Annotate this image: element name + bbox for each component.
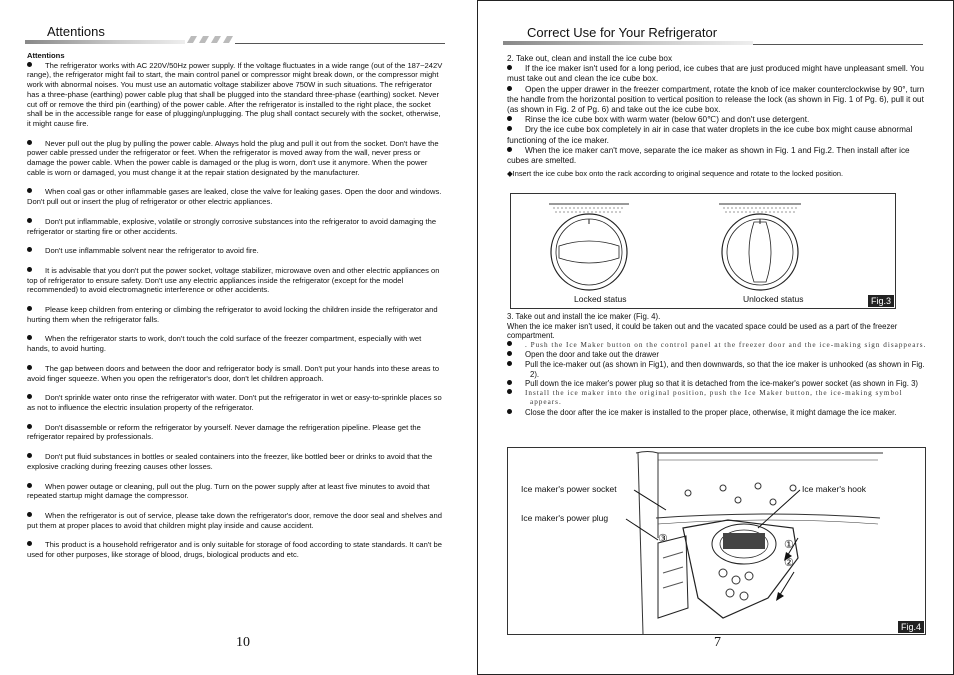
bullet-icon — [27, 188, 32, 193]
unlocked-knob-illustration — [719, 204, 801, 290]
bullet-icon — [27, 365, 32, 370]
step3-item: Open the door and take out the drawer — [507, 350, 927, 360]
step3-title: 3. Take out and install the ice maker (Fig. 4). — [507, 312, 661, 321]
power-plug-label: Ice maker's power plug — [521, 513, 609, 523]
callout-2: ② — [784, 557, 794, 569]
fig4-label: Fig.4 — [898, 621, 924, 633]
step2-item: Open the upper drawer in the freezer compartment, rotate the knob of ice maker counterclockwise by 90°, turn the handle from the horizontal position to vertical position to release the lock (as shown in Fig. 1 of Pg. 6), pull it out (as shown in Fig. 2 of Pg. 6) and take out the ice cube box. — [507, 84, 925, 115]
locked-knob-illustration — [549, 204, 629, 290]
bullet-icon — [27, 483, 32, 488]
attention-item: This product is a household refrigerator and is only suitable for storage of food according to state standards. It can't be used for other purposes, like storage of blood, drugs, biological products and etc. — [27, 540, 442, 560]
bullet-icon — [27, 306, 32, 311]
locked-status-label: Locked status — [574, 294, 627, 304]
attention-item: The gap between doors and between the door and refrigerator body is small. Don't put your hands into these areas to avoid finger squeeze. When you open the refrigerator's door, don't let children approach. — [27, 363, 440, 383]
right-page-number: 7 — [714, 635, 721, 650]
attention-item: It is advisable that you don't put the power socket, voltage stabilizer, microwave oven and other electric appliances on top of refrigerator to ensure safety. Don't use any electric appliances inside the refrigerator (except for the model recommended) to avoid electromagnetic interference or other accidents. — [27, 265, 440, 295]
bullet-icon — [27, 424, 32, 429]
bullet-icon — [507, 341, 512, 346]
bullet-icon — [27, 247, 32, 252]
attention-item: Don't use inflammable solvent near the refrigerator to avoid fire. — [27, 246, 445, 256]
bullet-icon — [507, 409, 512, 414]
bullet-icon — [507, 380, 512, 385]
step2-item: When the ice maker can't move, separate the ice maker as shown in Fig. 1 and Fig.2. Then install after ice cubes are smelted. — [507, 145, 910, 166]
attention-item: Don't put fluid substances in bottles or sealed containers into the freezer, like bottled beer or drinks to avoid that the explosive cracking during freezing causes other losses. — [27, 452, 433, 471]
step3-section — [507, 312, 927, 418]
power-socket-label: Ice maker's power socket — [521, 484, 617, 494]
step2-item: Dry the ice cube box completely in air in case that water droplets in the ice cube box might cause abnormal functioning of the ice maker. — [507, 125, 913, 145]
step2-item: Rinse the ice cube box with warm water (below 60℃) and don't use detergent. — [507, 115, 927, 125]
figure-3 — [510, 193, 896, 309]
attention-item: When power outage or cleaning, pull out the plug. Turn on the power supply after at least five minutes to avoid that repeated startup might damage the compressor. — [27, 481, 430, 501]
unlocked-status-label: Unlocked status — [743, 294, 804, 304]
attention-item: When coal gas or other inflammable gases are leaked, close the valve for leaking gases. Open the door and windows. Don't pull out or insert the plug of refrigerator or other electric appliances. — [27, 187, 442, 207]
bullet-icon — [507, 147, 512, 152]
callout-3: ③ — [658, 533, 668, 545]
bullet-icon — [507, 361, 512, 366]
bullet-icon — [27, 394, 32, 399]
bullet-icon — [27, 335, 32, 340]
step2-note: ◆Insert the ice cube box onto the rack according to original sequence and rotate to the locked position. — [507, 169, 844, 179]
figure-4 — [507, 447, 926, 635]
attention-item: The refrigerator works with AC 220V/50Hz power supply. If the voltage fluctuates in a wide range (out of the 187~242V range), the refrigerator might fail to start, the main control panel or compressor might break down, or the compressor might work with abnormal noises. You must use an automatic voltage stabilizer above 750W in such situations. The refrigerator has a three-phase (earthing) power cable plug that shall be plugged into the standard three-phase (earthing) socket. Never cut off or remove the third pin (earthing) of the power cable. After the refrigerator is installed to the right place, the socket shall be in the accessible range for ease of plugging/unplugging. The plug shall contact securely with the socket, otherwise, it might cause fire. — [27, 60, 443, 128]
bullet-icon — [507, 116, 512, 121]
right-page-title: Correct Use for Your Refrigerator — [527, 25, 718, 40]
ice-maker-diagram — [508, 448, 925, 634]
left-page-number: 10 — [236, 635, 250, 650]
attention-item: Please keep children from entering or climbing the refrigerator to avoid locking the children inside the refrigerator and hurting them when the refrigerator falls. — [27, 305, 438, 324]
attention-item: When the refrigerator is out of service, please take down the refrigerator's door, remove the door seal and shelves and put them at proper places to avoid that children might play inside and cause accident. — [27, 510, 442, 530]
bullet-icon — [27, 541, 32, 546]
bullet-icon — [27, 140, 32, 145]
attention-item: Don't put inflammable, explosive, volatile or strongly corrosive substances into the refrigerator to avoid damaging the refrigerator or starting fire or other accidents. — [27, 216, 437, 236]
attentions-body — [27, 51, 445, 560]
hook-label: Ice maker's hook — [802, 484, 866, 494]
step3-item: Pull the ice-maker out (as shown in Fig1), and then downwards, so that the ice maker is unhooked (as shown in Fig. 2). — [507, 360, 927, 379]
step3-item: Install the ice maker into the original position, push the Ice Maker button, the ice-making symbol appears. — [507, 389, 927, 408]
bullet-icon — [507, 86, 512, 91]
knob-diagram — [511, 194, 895, 308]
step3-item: . Push the Ice Maker button on the control panel at the freezer door and the ice-making sign disappears. — [507, 341, 927, 351]
bullet-icon — [507, 65, 512, 70]
left-page-title: Attentions — [47, 24, 105, 39]
step3-item: Close the door after the ice maker is installed to the proper place, otherwise, it might damage the ice maker. — [507, 408, 927, 418]
left-page-header — [25, 24, 445, 44]
attentions-heading: Attentions — [27, 51, 65, 60]
bullet-icon — [507, 389, 512, 394]
right-page — [477, 0, 954, 675]
bullet-icon — [27, 453, 32, 458]
step2-intro: If the ice maker isn't used for a long period, ice cubes that are just produced might have unpleasant smell. You must take out and clean the ice cube box. — [507, 64, 924, 84]
bullet-icon — [27, 512, 32, 517]
callout-1: ① — [784, 539, 794, 551]
attention-item: Never pull out the plug by pulling the power cable. Always hold the plug and pull it out from the socket. Don't have the power cable pressed under the refrigerator or feet. When the refrigerator is moved away from the wall, never press or damage the power cable. When the power cable is damaged or the plug is worn, don't use it anymore. When the power cable is worn or damaged, you must change it at the repair station designated by the manufacturer. — [27, 138, 439, 177]
step3-item: Pull down the ice maker's power plug so that it is detached from the ice-maker's power socket (as shown in Fig. 3) — [507, 379, 927, 389]
fig3-label: Fig.3 — [868, 295, 894, 307]
attention-item: Don't sprinkle water onto rinse the refrigerator with water. Don't put the refrigerator in wet or easy-to-sprinkle places so as not to influence the electric insulation property of the refrigerator. — [27, 393, 442, 412]
attention-item: Don't disassemble or reform the refrigerator by yourself. Never damage the refrigeration pipeline. Please get the refrigerator repaired by professionals. — [27, 422, 421, 442]
attention-item: When the refrigerator starts to work, don't touch the cold surface of the freezer compartment, especially with wet hands, to avoid hurting. — [27, 334, 422, 354]
bullet-icon — [507, 126, 512, 131]
left-page — [0, 0, 476, 675]
step3-intro: When the ice maker isn't used, it could be taken out and the vacated space could be used as a part of the freezer compartment. — [507, 321, 898, 341]
bullet-icon — [27, 218, 32, 223]
step2-section — [507, 54, 927, 179]
bullet-icon — [507, 351, 512, 356]
bullet-icon — [27, 62, 32, 67]
bullet-icon — [27, 267, 32, 272]
step2-title: 2. Take out, clean and install the ice cube box — [507, 54, 673, 63]
right-page-header — [503, 25, 923, 45]
